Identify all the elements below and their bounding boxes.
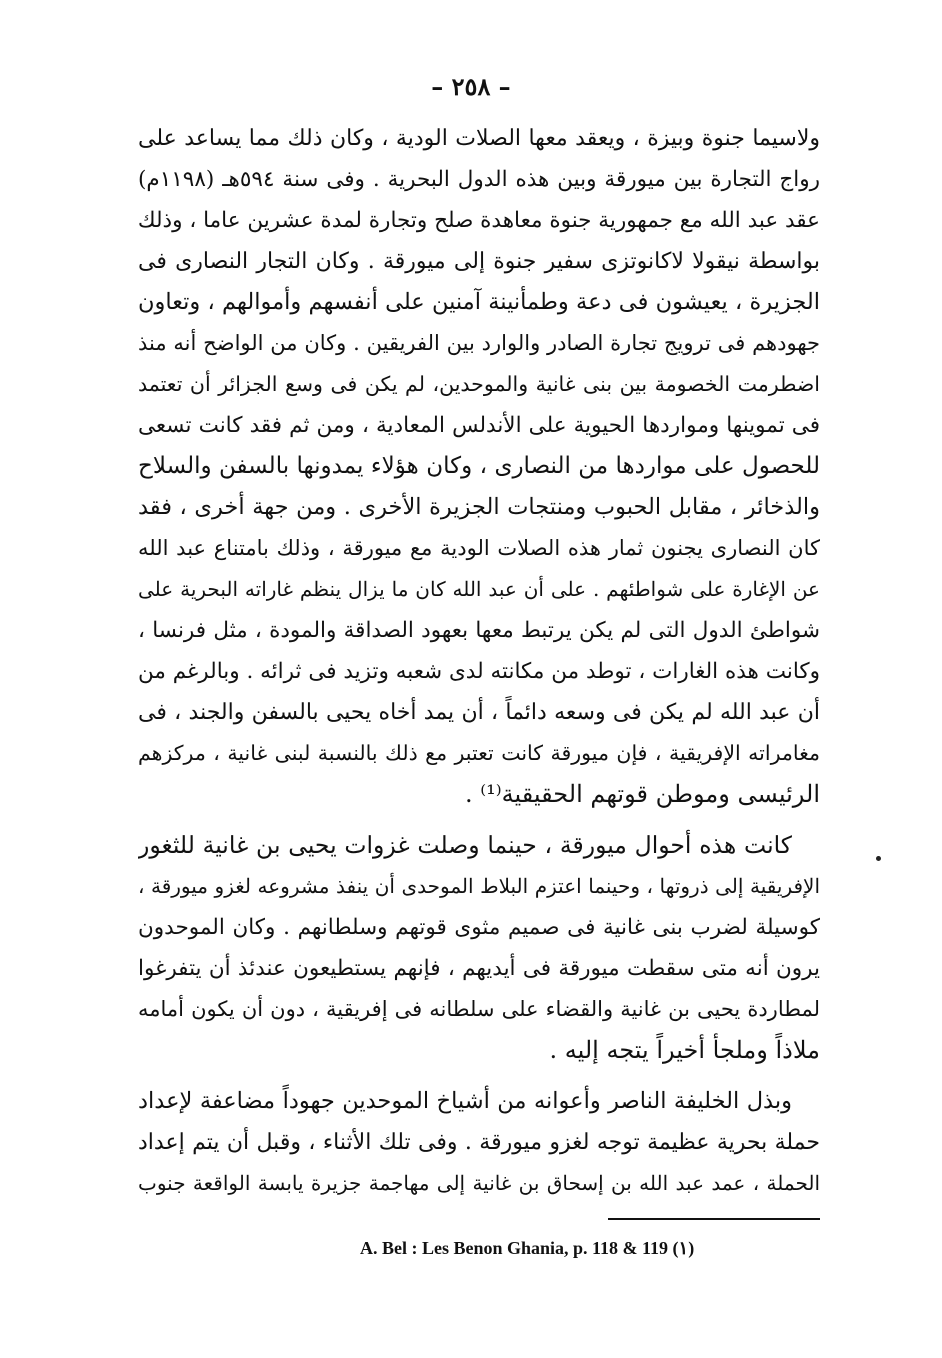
text-line: بواسطة نيقولا لاكانوتزى سفير جنوة إلى ميورقة . وكان التجار النصارى فى: [138, 249, 820, 274]
text-line: الحملة ، عمد عبد الله بن إسحاق بن غانية إلى مهاجمة جزيرة يابسة الواقعة جنوب: [138, 1171, 820, 1195]
text-line: ملاذاً وملجأ أخيراً يتجه إليه .: [549, 1036, 820, 1064]
text-line: كان النصارى يجنون ثمار هذه الصلات الودية مع ميورقة ، وذلك بامتناع عبد الله: [138, 536, 820, 560]
paragraph-2: [138, 825, 820, 1071]
text-line: الإفريقية إلى ذروتها ، وحينما اعتزم البلاط الموحدى أن ينفذ مشروعه لغزو ميورقة ،: [138, 874, 820, 898]
footnote-rule: [608, 1218, 820, 1220]
text-line: وبذل الخليفة الناصر وأعوانه من أشياخ الموحدين جهوداً مضاعفة لإعداد: [138, 1088, 792, 1114]
text-line: مغامراته الإفريقية ، فإن ميورقة كانت تعتبر مع ذلك بالنسبة لبنى غانية ، مركزهم: [138, 741, 820, 765]
text-line: فى تموينها ومواردها الحيوية على الأندلس المعادية ، ومن ثم فقد كانت تسعى: [138, 413, 820, 438]
text-line: للحصول على مواردها من النصارى ، وكان هؤلاء يمدونها بالسفن والسلاح: [138, 453, 820, 479]
page-number: – ٢٥٨ –: [431, 72, 511, 101]
footnote: A. Bel : Les Benon Ghania, p. 118 & 119 (١): [360, 1238, 695, 1258]
text-line: رواج التجارة بين ميورقة وبين هذه الدول البحرية . وفى سنة ٥٩٤هـ (١١٩٨م): [138, 167, 820, 192]
text-line: شواطئ الدول التى لم يكن يرتبط معها بعهود الصداقة والمودة ، مثل فرنسا ،: [138, 618, 820, 643]
text-line: اضطرمت الخصومة بين بنى غانية والموحدين، لم يكن فى وسع الجزائر أن تعتمد: [138, 372, 820, 396]
text-line: وكانت هذه الغارات ، توطد من مكانته لدى شعبه وتزيد فى ثرائه . وبالرغم من: [138, 659, 820, 684]
text-line: عقد عبد الله مع جمهورية جنوة معاهدة صلح وتجارة لمدة عشرين عاما ، وذلك: [138, 208, 820, 233]
text-line: الرئيسى وموطن قوتهم الحقيقية⁽¹⁾ .: [464, 780, 820, 808]
text-line: كانت هذه أحوال ميورقة ، حينما وصلت غزوات يحيى بن غانية للثغور: [138, 831, 792, 859]
body-text: [138, 118, 820, 1204]
text-line: يرون أنه متى سقطت ميورقة فى أيديهم ، فإنهم يستطيعون عندئذ أن يتفرغوا: [138, 956, 820, 981]
text-line: ولاسيما جنوة وبيزة ، ويعقد معها الصلات الودية ، وكان ذلك مما يساعد على: [138, 126, 820, 151]
paragraph-3: [138, 1081, 820, 1204]
paragraph-1: [138, 118, 820, 815]
text-line: حملة بحرية عظيمة توجه لغزو ميورقة . وفى تلك الأثناء ، وقبل أن يتم إعداد: [138, 1130, 820, 1155]
text-line: الجزيرة ، يعيشون فى دعة وطمأنينة آمنين على أنفسهم وأموالهم ، وتعاون: [138, 289, 820, 315]
text-line: أن عبد الله لم يكن فى وسعه دائماً ، أن يمد أخاه يحيى بالسفن والجند ، فى: [138, 700, 820, 725]
text-line: لمطاردة يحيى بن غانية والقضاء على سلطانه فى إفريقية ، دون أن يكون أمامه: [138, 997, 820, 1021]
text-line: عن الإغارة على شواطئهم . على أن عبد الله كان ما يزال ينظم غاراته البحرية على: [138, 577, 820, 601]
text-line: جهودهم فى ترويج تجارة الصادر والوارد بين الفريقين . وكان من الواضح أنه منذ: [138, 331, 820, 355]
text-line: والذخائر ، مقابل الحبوب ومنتجات الجزيرة الأخرى . ومن جهة أخرى ، فقد: [138, 494, 820, 520]
margin-dot: [876, 856, 881, 861]
text-line: كوسيلة لضرب بنى غانية فى صميم مثوى قوتهم وسلطانهم . وكان الموحدون: [138, 915, 820, 940]
